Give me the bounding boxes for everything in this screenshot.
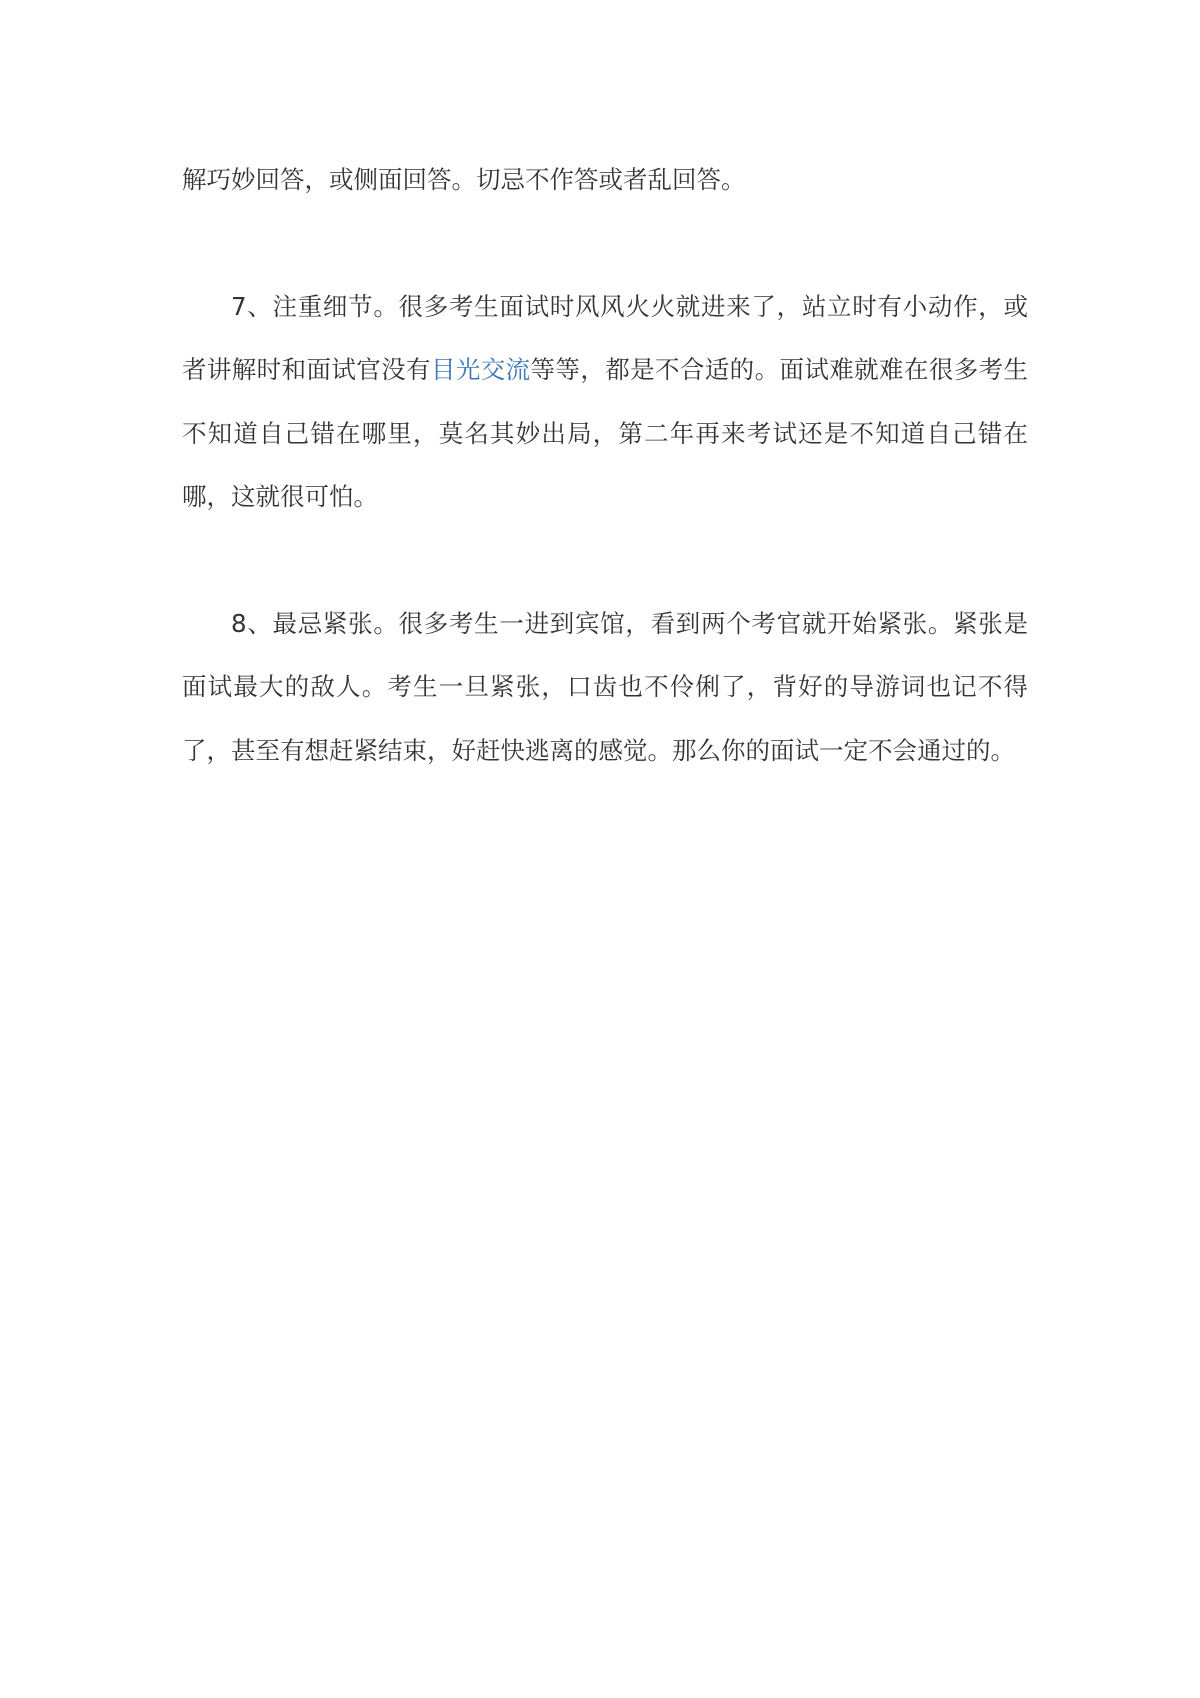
paragraph-gap [182,212,1028,275]
paragraph-8: 8、最忌紧张。很多考生一进到宾馆，看到两个考官就开始紧张。紧张是面试最大的敌人。考生一旦紧张，口齿也不伶俐了，背好的导游词也记不得了，甚至有想赶紧结束，好赶快逃离的感觉。那么你的面试一定不会通过的。 [182,608,1028,765]
paragraph-7-after-link: 等等，都是不合适的。面试难就难在很多考生不知道自己错在哪里，莫名其妙出局，第二年再来考试还是不知道自己错在哪，这就很可怕。 [182,355,1029,511]
eye-contact-link[interactable]: 目光交流 [430,355,531,384]
document-body [182,148,1028,782]
paragraph-continued: 解巧妙回答，或侧面回答。切忌不作答或者乱回答。 [182,165,746,194]
paragraph-7 [182,275,1028,529]
paragraph-gap [182,529,1028,592]
paragraph-7-before-link: 7、注重细节。很多考生面试时风风火火就进来了，站立时有小动作，或者讲解时和面试官没有 [182,291,1028,384]
